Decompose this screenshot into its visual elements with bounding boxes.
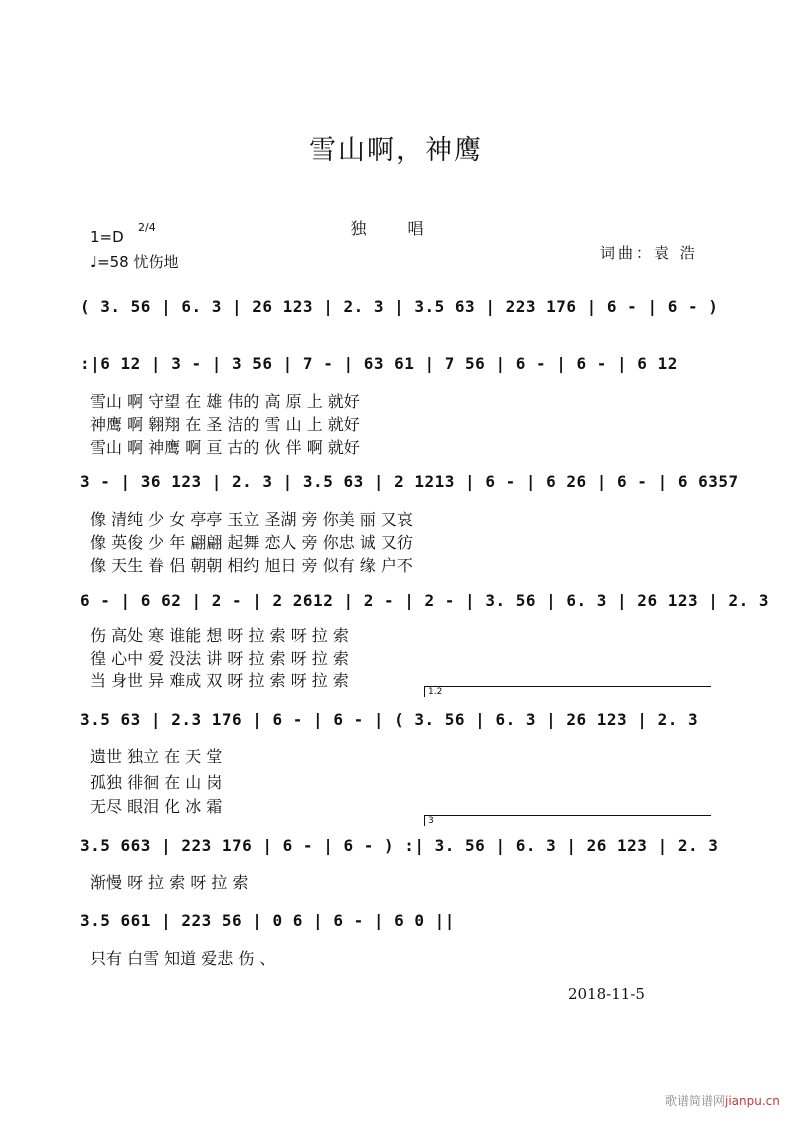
tempo-marking: ♩=58 忧伤地 <box>90 253 179 271</box>
lyric-line: 神鹰 啊 翱翔 在 圣 洁的 雪 山 上 就好 <box>90 415 360 434</box>
lyric-line: 无尽 眼泪 化 冰 霜 <box>90 797 223 816</box>
lyric-line: 伤 高处 寒 谁能 想 呀 拉 索 呀 拉 索 <box>90 626 349 645</box>
lyric-line: 像 英俊 少 年 翩翩 起舞 恋人 旁 你忠 诚 又彷 <box>90 533 413 552</box>
lyric-line: 像 清纯 少 女 亭亭 玉立 圣湖 旁 你美 丽 又哀 <box>90 510 413 529</box>
lyric-line: 雪山 啊 守望 在 雄 伟的 高 原 上 就好 <box>90 392 360 411</box>
staff-row-7: 3.5 661 | 223 56 | 0 6 | 6 - | 6 0 || <box>80 911 455 930</box>
staff-row-5: 3.5 63 | 2.3 176 | 6 - | 6 - | ( 3. 56 | 6. 3 | 26 123 | 2. 3 <box>80 710 699 729</box>
date-stamp: 2018-11-5 <box>568 985 645 1003</box>
lyric-line: 像 天生 眷 侣 朝朝 相约 旭日 旁 似有 缘 户不 <box>90 556 413 575</box>
author-credit: 词曲：袁 浩 <box>600 244 698 262</box>
volta-bracket-2: 3 <box>424 815 711 826</box>
lyric-line: 只有 白雪 知道 爱悲 伤 、 <box>90 949 276 968</box>
staff-row-3: 3 - | 36 123 | 2. 3 | 3.5 63 | 2 1213 | 6 - | 6 26 | 6 - | 6 6357 <box>80 472 739 491</box>
time-signature: 2/4 <box>138 221 156 234</box>
staff-row-2: :|6 12 | 3 - | 3 56 | 7 - | 63 61 | 7 56 | 6 - | 6 - | 6 12 <box>80 354 678 373</box>
lyric-line: 渐慢 呀 拉 索 呀 拉 索 <box>90 873 249 892</box>
lyric-line: 当 身世 异 难成 双 呀 拉 索 呀 拉 索 <box>90 671 349 690</box>
song-title: 雪山啊，神鹰 <box>309 135 483 166</box>
staff-row-1: ( 3. 56 | 6. 3 | 26 123 | 2. 3 | 3.5 63 | 223 176 | 6 - | 6 - ) <box>80 297 719 316</box>
staff-row-6: 3.5 663 | 223 176 | 6 - | 6 - ) :| 3. 56 | 6. 3 | 26 123 | 2. 3 <box>80 836 719 855</box>
staff-row-4: 6 - | 6 62 | 2 - | 2 2612 | 2 - | 2 - | 3. 56 | 6. 3 | 26 123 | 2. 3 <box>80 591 770 610</box>
lyric-line: 徨 心中 爱 没法 讲 呀 拉 索 呀 拉 索 <box>90 649 349 668</box>
performance-type: 独 唱 <box>350 219 442 238</box>
lyric-line: 孤独 徘徊 在 山 岗 <box>90 773 223 792</box>
lyric-line: 遗世 独立 在 天 堂 <box>90 747 223 766</box>
lyric-line: 雪山 啊 神鹰 啊 亘 古的 伙 伴 啊 就好 <box>90 438 360 457</box>
watermark: 歌谱简谱网jianpu.cn <box>665 1094 780 1108</box>
key-signature: 1=D <box>90 228 124 246</box>
volta-bracket-1: 1.2 <box>424 686 711 697</box>
